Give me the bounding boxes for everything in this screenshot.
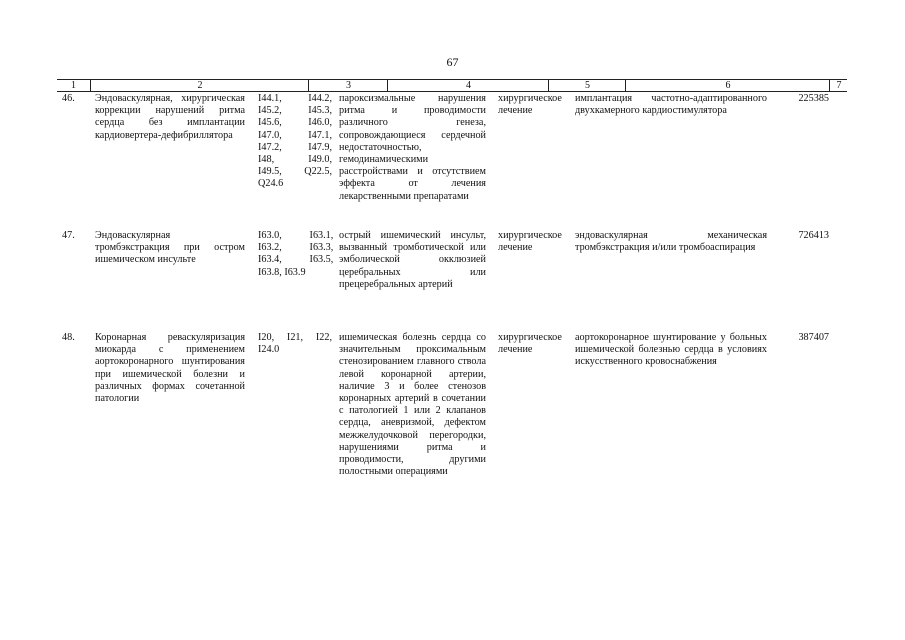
row-treatment-method: эндоваскулярная механическая тромбэкстракция и/или тромбоаспирация — [575, 230, 767, 254]
header-col-3: 3 — [308, 80, 388, 91]
row-number: 46. — [62, 93, 75, 104]
header-col-7: 7 — [829, 80, 848, 91]
row-cost: 225385 — [798, 93, 829, 104]
row-icd-codes: I63.0, I63.1, I63.2, I63.3, I63.4, I63.5, I63.8, I63.9 — [258, 230, 334, 278]
row-icd-codes: I44.1, I44.2, I45.2, I45.3, I45.6, I46.0, I47.0, I47.1, I47.2, I47.9, I48, I49.0, I49.5, Q22.5, Q24.6 — [258, 93, 332, 190]
row-number: 48. — [62, 332, 75, 343]
row-treatment-method: аортокоронарное шунтирование у больных ишемической болезнью сердца в условиях искусственного кровоснабжения — [575, 332, 767, 368]
header-col-4: 4 — [387, 80, 549, 91]
row-cost: 726413 — [798, 230, 829, 241]
page-number: 67 — [446, 55, 459, 69]
header-col-5: 5 — [548, 80, 626, 91]
table-header — [57, 79, 847, 92]
row-icd-codes: I20, I21, I22, I24.0 — [258, 332, 332, 356]
row-treatment-type: хирургическое лечение — [498, 230, 562, 254]
row-procedure-name: Эндоваскулярная, хирургическая коррекции нарушений ритма сердца без имплантации кардиовертера-дефибриллятора — [95, 93, 245, 141]
row-number: 47. — [62, 230, 75, 241]
header-col-6: 6 — [625, 80, 830, 91]
row-treatment-type: хирургическое лечение — [498, 332, 562, 356]
header-col-1: 1 — [71, 80, 76, 91]
row-procedure-name: Коронарная реваскуляризация миокарда с применением аортокоронарного шунтирования при ишемической болезни и различных формах сочетанной патологии — [95, 332, 245, 405]
row-patient-model: ишемическая болезнь сердца со значительным проксимальным стенозированием главного ствола левой коронарной артерии, наличие 3 и более стенозов коронарных артерий в сочетании с патологией 1 или 2 клапанов сердца, аневризмой, дефектом межжелудочковой перегородки, нарушениями ритма и проводимости, другими полостными операциями — [339, 332, 486, 478]
row-treatment-type: хирургическое лечение — [498, 93, 562, 117]
row-patient-model: острый ишемический инсульт, вызванный тромботической или эмболической окклюзией церебральных или прецеребральных артерий — [339, 230, 486, 290]
row-treatment-method: имплантация частотно-адаптированного двухкамерного кардиостимулятора — [575, 93, 767, 117]
row-procedure-name: Эндоваскулярная тромбэкстракция при остром ишемическом инсульте — [95, 230, 245, 266]
row-patient-model: пароксизмальные нарушения ритма и проводимости различного генеза, сопровождающиеся сердечной недостаточностью, гемодинамическими расстройствами и отсутствием эффекта от лечения лекарственными препаратами — [339, 93, 486, 202]
header-col-2: 2 — [90, 80, 309, 91]
row-cost: 387407 — [798, 332, 829, 343]
